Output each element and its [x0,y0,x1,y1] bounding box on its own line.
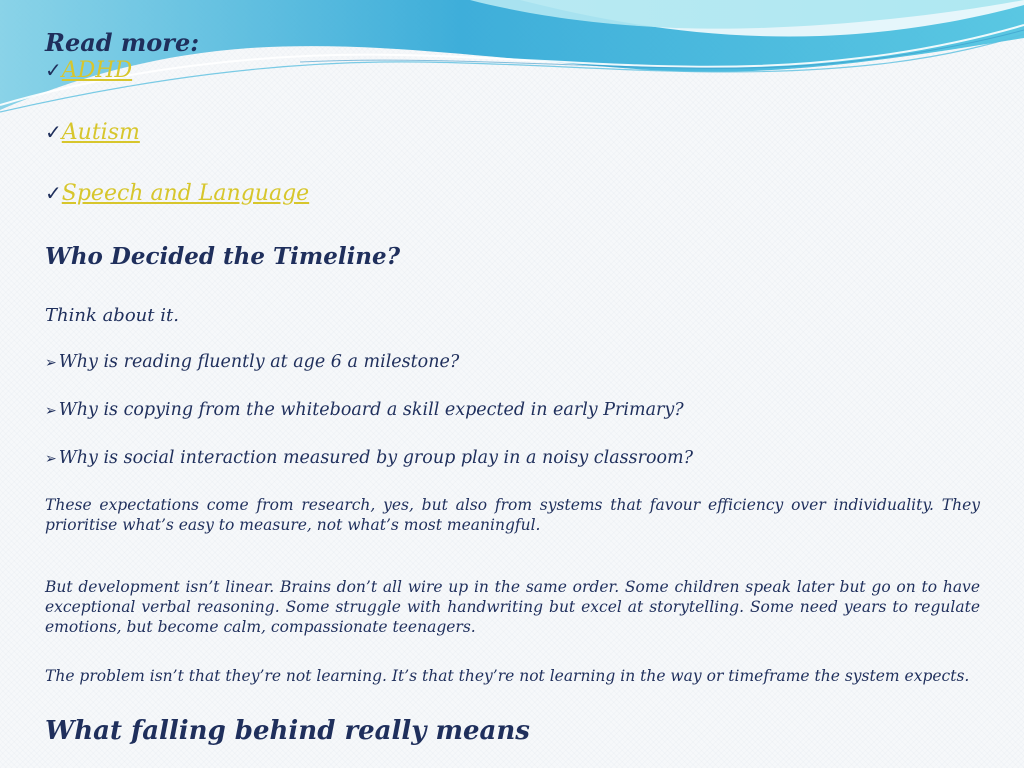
checkmark-icon: ✓ [45,181,62,205]
link-autism[interactable]: Autism [61,120,140,145]
bullet-text: Why is social interaction measured by group play in a noisy classroom? [58,448,694,468]
bullet-item [45,352,459,372]
paragraph-development: But development isn’t linear. Brains don’t all wire up in the same order. Some children speak later but go on to have exceptional verbal reasoning. Some struggle with handwriting but excel at storytelling. Some need years to regulate emotions, but become calm, compassionate teenagers. [45,578,980,636]
arrow-bullet-icon: ➢ [45,451,57,467]
decorative-wave-banner [0,0,1024,120]
think-about-it-text: Think about it. [45,305,179,326]
arrow-bullet-icon: ➢ [45,355,57,371]
checkmark-icon: ✓ [45,120,62,144]
read-more-item-autism[interactable] [45,120,140,145]
read-more-item-speech-language[interactable] [45,181,309,206]
arrow-bullet-icon: ➢ [45,403,57,419]
bullet-text: Why is reading fluently at age 6 a milestone? [58,352,460,372]
link-adhd[interactable]: ADHD [61,58,133,83]
link-speech-and-language[interactable]: Speech and Language [61,181,310,206]
bullet-item [45,400,684,420]
bullet-item [45,448,693,468]
timeline-heading: Who Decided the Timeline? [45,243,401,270]
read-more-heading: Read more: [45,28,200,57]
paragraph-expectations: These expectations come from research, yes, but also from systems that favour efficiency over individuality. They prioritise what’s easy to measure, not what’s most meaningful. [45,496,980,534]
paragraph-problem: The problem isn’t that they’re not learning. It’s that they’re not learning in the way or timeframe the system expects. [45,667,970,685]
falling-behind-heading: What falling behind really means [45,716,530,746]
bullet-text: Why is copying from the whiteboard a skill expected in early Primary? [58,400,684,420]
read-more-item-adhd[interactable] [45,58,132,83]
checkmark-icon: ✓ [45,58,62,82]
